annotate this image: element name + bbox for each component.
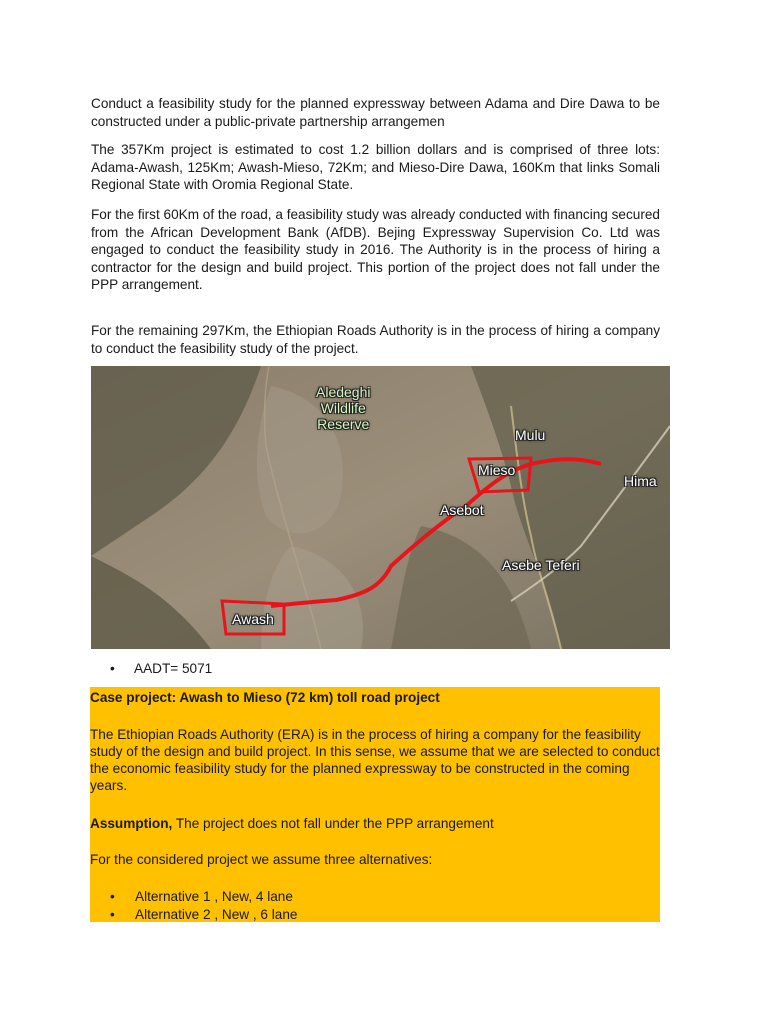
route-map [91,366,670,649]
mulu-label: Mulu [515,427,546,443]
asebe-teferi-label: Asebe Teferi [502,557,580,573]
remaining-297km-paragraph: For the remaining 297Km, the Ethiopian Roads Authority is in the process of hiring a company to conduct the feasibility study of the project. [91,323,660,356]
assumption-label: Assumption, [90,816,173,831]
mieso-label: Mieso [478,462,516,478]
hima-label: Hima [624,473,657,489]
asebot-label: Asebot [440,502,484,518]
alternatives-intro: For the considered project we assume three alternatives: [90,852,433,867]
aadt-bullet: • AADT= 5071 [110,661,213,676]
era-paragraph: The Ethiopian Roads Authority (ERA) is in the process of hiring a company for the feasibility study of the design and build project. In this sense, we assume that we are selected to conduct the economic feasibility study for the planned expressway to be constructed in the coming years. [90,727,660,793]
assumption-paragraph [90,815,660,832]
case-project-title: Case project: Awash to Mieso (72 km) toll road project [90,690,440,705]
assumption-text: The project does not fall under the PPP arrangement [172,816,494,831]
aadt-value: AADT= 5071 [134,661,213,676]
case-project-highlight [90,687,660,922]
project-cost-paragraph: The 357Km project is estimated to cost 1.2 billion dollars and is comprised of three lots: Adama-Awash, 125Km; Awash-Mieso, 72Km; and Mieso-Dire Dawa, 160Km that links Somali Regional State with Oromia Regional State. [91,142,660,192]
satellite-map-image [91,366,670,649]
alternative-item: • Alternative 1 , New, 4 lane [110,889,293,904]
first-60km-paragraph: For the first 60Km of the road, a feasibility study was already conducted with financing secured from the African Development Bank (AfDB). Bejing Expressway Supervision Co. Ltd was engaged to conduct the feasibility study in 2016. The Authority is in the process of hiring a contractor for the design and build project. This portion of the project does not fall under the PPP arrangement. [91,207,660,292]
awash-label: Awash [232,611,274,627]
alternative-item: • Alternative 2 , New , 6 lane [110,907,298,922]
intro-paragraph: Conduct a feasibility study for the planned expressway between Adama and Dire Dawa to be constructed under a public-private partnership arrangemen [91,96,660,129]
reserve-label: Aledeghi Wildlife Reserve [316,384,371,432]
